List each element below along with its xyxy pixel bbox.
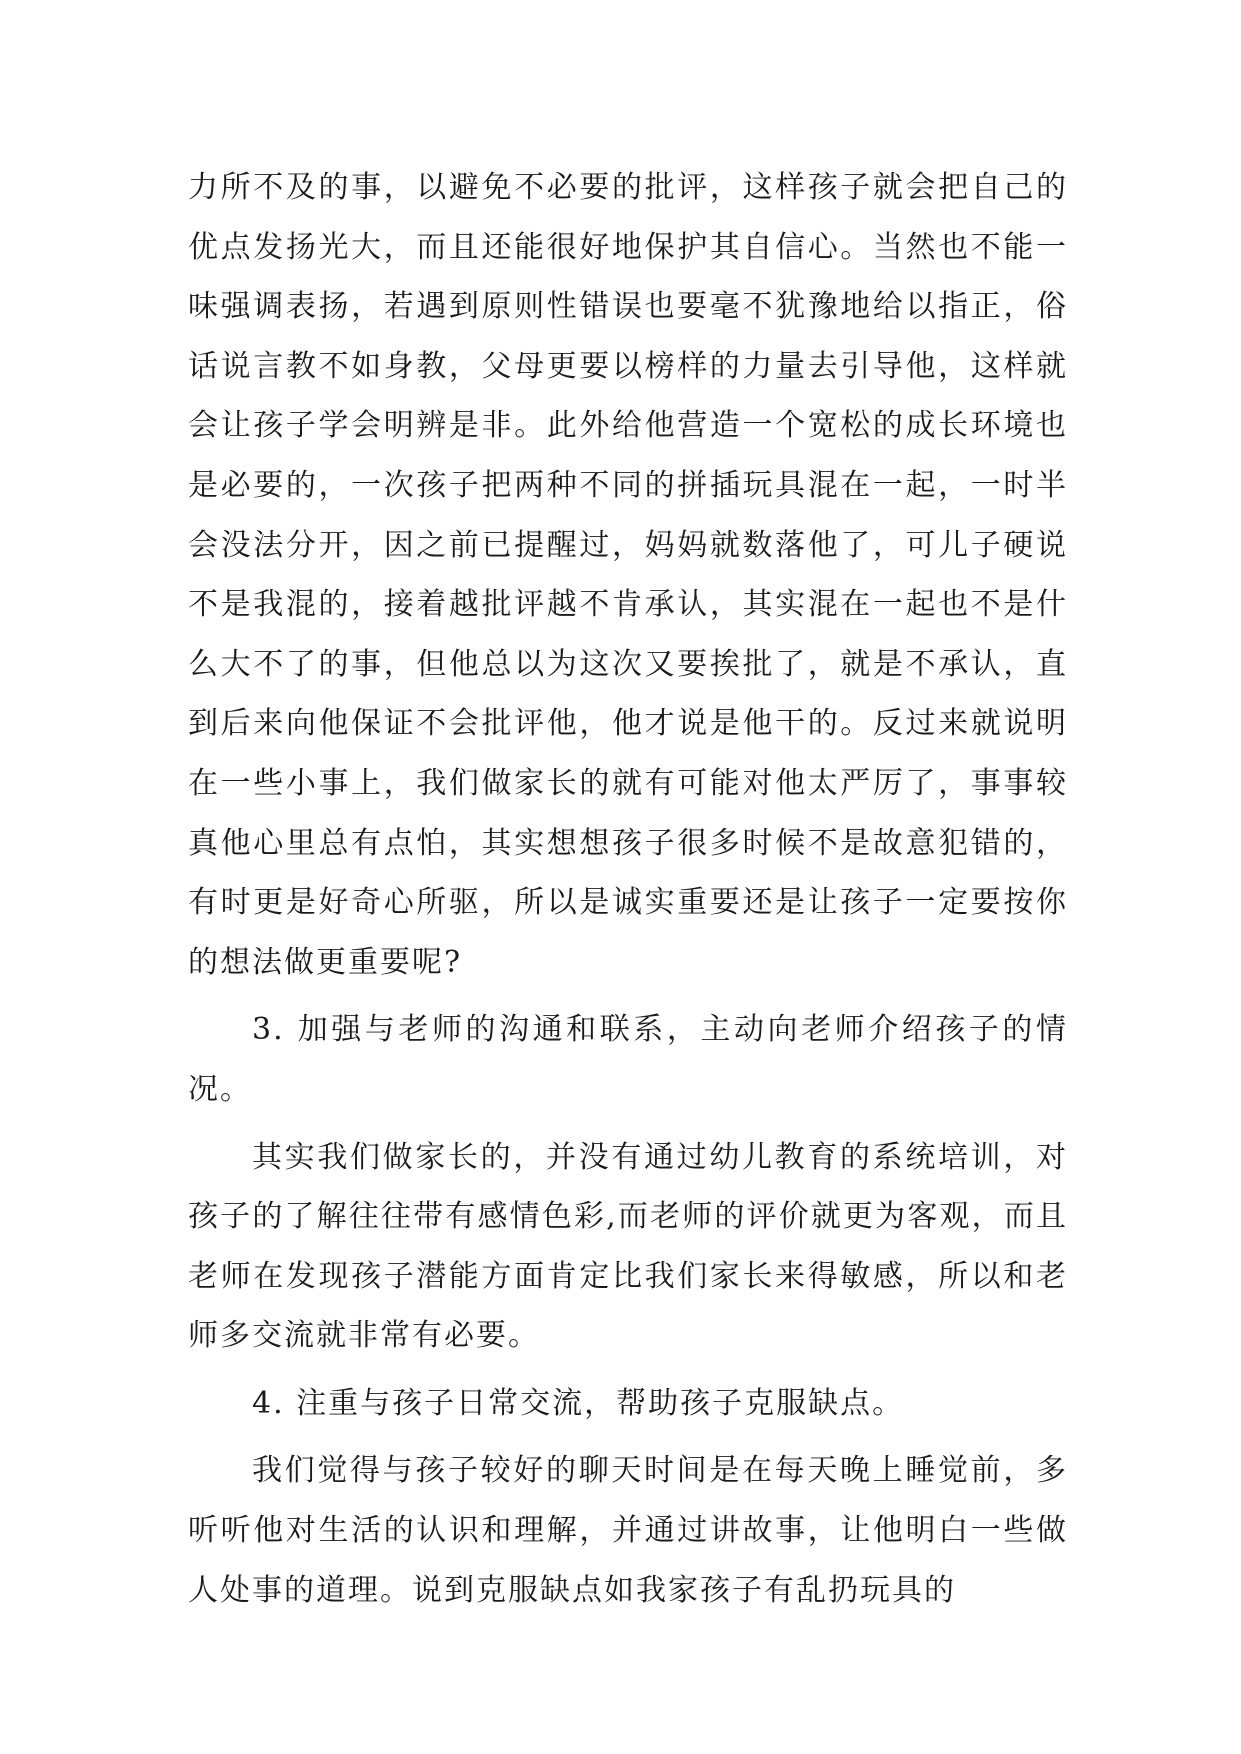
document-body [188,158,1068,1620]
heading-point-3: 3. 加强与老师的沟通和联系，主动向老师介绍孩子的情况。 [188,1012,1068,1107]
heading-point-4: 4. 注重与孩子日常交流，帮助孩子克服缺点。 [252,1385,905,1421]
paragraph-daily-communication: 我们觉得与孩子较好的聊天时间是在每天晚上睡觉前，多听听他对生活的认识和理解，并通过讲故事，让他明白一些做人处事的道理。说到克服缺点如我家孩子有乱扔玩具的 [188,1453,1068,1608]
paragraph-teacher-communication: 其实我们做家长的，并没有通过幼儿教育的系统培训，对孩子的了解往往带有感情色彩,而老师的评价就更为客观，而且老师在发现孩子潜能方面肯定比我们家长来得敏感，所以和老师多交流就非常有必要。 [188,1139,1068,1354]
paragraph-continuation: 力所不及的事，以避免不必要的批评，这样孩子就会把自己的优点发扬光大，而且还能很好地保护其自信心。当然也不能一味强调表扬，若遇到原则性错误也要毫不犹豫地给以指正，俗话说言教不如身教，父母更要以榜样的力量去引导他，这样就会让孩子学会明辨是非。此外给他营造一个宽松的成长环境也是必要的，一次孩子把两种不同的拼插玩具混在一起，一时半会没法分开，因之前已提醒过，妈妈就数落他了，可儿子硬说不是我混的，接着越批评越不肯承认，其实混在一起也不是什么大不了的事，但他总以为这次又要挨批了，就是不承认，直到后来向他保证不会批评他，他才说是他干的。反过来就说明在一些小事上，我们做家长的就有可能对他太严厉了，事事较真他心里总有点怕，其实想想孩子很多时候不是故意犯错的，有时更是好奇心所驱，所以是诚实重要还是让孩子一定要按你的想法做更重要呢? [188,170,1068,980]
